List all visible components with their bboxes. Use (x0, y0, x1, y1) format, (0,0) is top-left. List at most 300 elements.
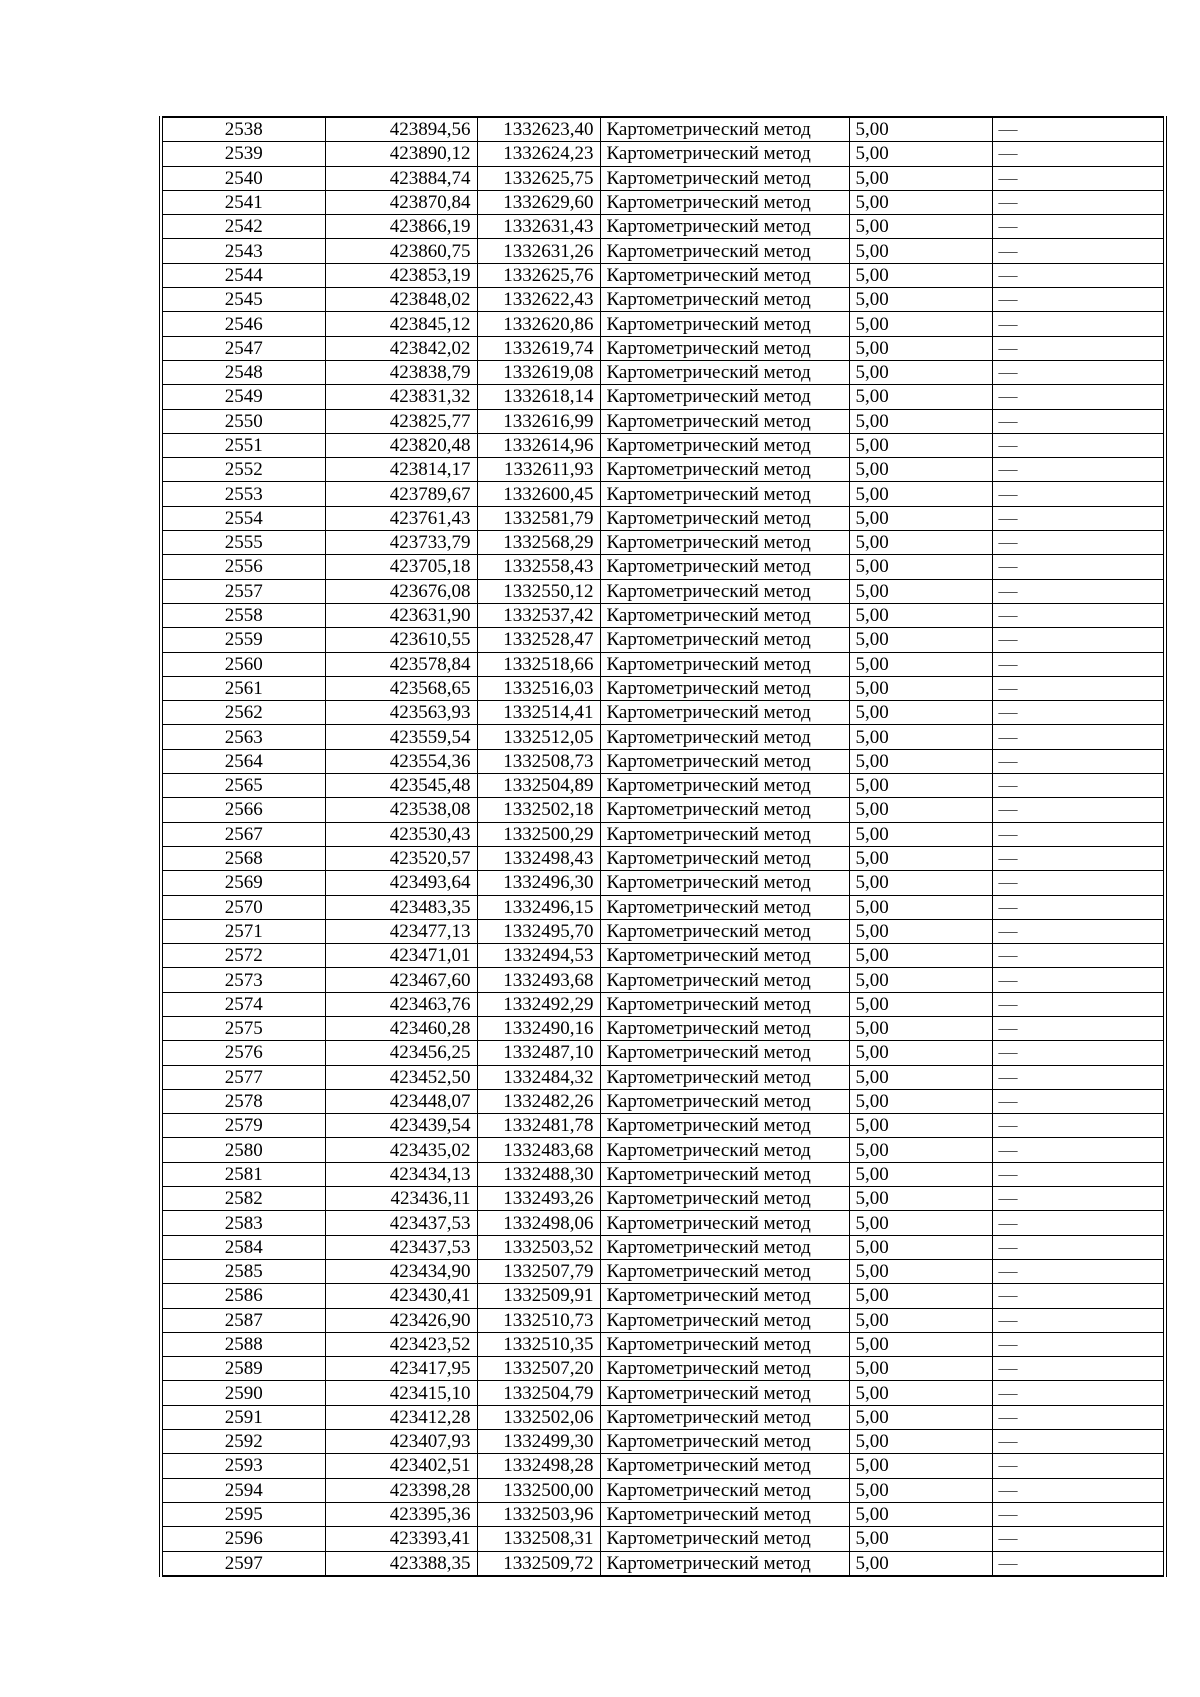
point-number-cell: 2558 (161, 603, 325, 627)
accuracy-cell: 5,00 (849, 1357, 992, 1381)
y-coordinate-cell: 1332504,79 (477, 1381, 600, 1405)
accuracy-cell: 5,00 (849, 312, 992, 336)
table-row (161, 482, 1165, 506)
method-cell: Картометрический метод (600, 579, 849, 603)
x-coordinate-cell: 423853,19 (325, 263, 477, 287)
table-row (161, 1089, 1165, 1113)
table-row (161, 433, 1165, 457)
method-cell: Картометрический метод (600, 871, 849, 895)
x-coordinate-cell: 423439,54 (325, 1114, 477, 1138)
y-coordinate-cell: 1332600,45 (477, 482, 600, 506)
method-cell: Картометрический метод (600, 166, 849, 190)
method-cell: Картометрический метод (600, 1478, 849, 1502)
y-coordinate-cell: 1332487,10 (477, 1041, 600, 1065)
point-number-cell: 2543 (161, 239, 325, 263)
note-dash-cell: — (992, 166, 1165, 190)
note-dash-cell: — (992, 288, 1165, 312)
point-number-cell: 2540 (161, 166, 325, 190)
x-coordinate-cell: 423530,43 (325, 822, 477, 846)
x-coordinate-cell: 423452,50 (325, 1065, 477, 1089)
accuracy-cell: 5,00 (849, 531, 992, 555)
x-coordinate-cell: 423456,25 (325, 1041, 477, 1065)
note-dash-cell: — (992, 603, 1165, 627)
y-coordinate-cell: 1332622,43 (477, 288, 600, 312)
table-row (161, 385, 1165, 409)
accuracy-cell: 5,00 (849, 166, 992, 190)
accuracy-cell: 5,00 (849, 628, 992, 652)
note-dash-cell: — (992, 846, 1165, 870)
accuracy-cell: 5,00 (849, 1381, 992, 1405)
table-row (161, 117, 1165, 142)
point-number-cell: 2590 (161, 1381, 325, 1405)
x-coordinate-cell: 423437,53 (325, 1211, 477, 1235)
note-dash-cell: — (992, 676, 1165, 700)
table-row (161, 336, 1165, 360)
note-dash-cell: — (992, 725, 1165, 749)
x-coordinate-cell: 423848,02 (325, 288, 477, 312)
method-cell: Картометрический метод (600, 895, 849, 919)
method-cell: Картометрический метод (600, 628, 849, 652)
point-number-cell: 2570 (161, 895, 325, 919)
point-number-cell: 2563 (161, 725, 325, 749)
accuracy-cell: 5,00 (849, 871, 992, 895)
table-row (161, 968, 1165, 992)
method-cell: Картометрический метод (600, 360, 849, 384)
accuracy-cell: 5,00 (849, 1041, 992, 1065)
point-number-cell: 2588 (161, 1332, 325, 1356)
x-coordinate-cell: 423426,90 (325, 1308, 477, 1332)
note-dash-cell: — (992, 1332, 1165, 1356)
x-coordinate-cell: 423845,12 (325, 312, 477, 336)
y-coordinate-cell: 1332496,30 (477, 871, 600, 895)
y-coordinate-cell: 1332508,73 (477, 749, 600, 773)
x-coordinate-cell: 423610,55 (325, 628, 477, 652)
y-coordinate-cell: 1332494,53 (477, 944, 600, 968)
point-number-cell: 2538 (161, 117, 325, 142)
method-cell: Картометрический метод (600, 458, 849, 482)
x-coordinate-cell: 423407,93 (325, 1430, 477, 1454)
point-number-cell: 2573 (161, 968, 325, 992)
point-number-cell: 2578 (161, 1089, 325, 1113)
note-dash-cell: — (992, 992, 1165, 1016)
method-cell: Картометрический метод (600, 798, 849, 822)
table-row (161, 1284, 1165, 1308)
y-coordinate-cell: 1332498,06 (477, 1211, 600, 1235)
note-dash-cell: — (992, 1211, 1165, 1235)
point-number-cell: 2595 (161, 1502, 325, 1526)
y-coordinate-cell: 1332509,91 (477, 1284, 600, 1308)
coordinates-table (159, 116, 1167, 1577)
method-cell: Картометрический метод (600, 749, 849, 773)
table-row (161, 846, 1165, 870)
table-row (161, 1551, 1165, 1576)
y-coordinate-cell: 1332509,72 (477, 1551, 600, 1576)
x-coordinate-cell: 423388,35 (325, 1551, 477, 1576)
point-number-cell: 2591 (161, 1405, 325, 1429)
table-row (161, 628, 1165, 652)
y-coordinate-cell: 1332619,74 (477, 336, 600, 360)
x-coordinate-cell: 423493,64 (325, 871, 477, 895)
note-dash-cell: — (992, 1089, 1165, 1113)
x-coordinate-cell: 423434,90 (325, 1259, 477, 1283)
point-number-cell: 2581 (161, 1162, 325, 1186)
accuracy-cell: 5,00 (849, 579, 992, 603)
table-row (161, 1211, 1165, 1235)
x-coordinate-cell: 423402,51 (325, 1454, 477, 1478)
note-dash-cell: — (992, 506, 1165, 530)
note-dash-cell: — (992, 385, 1165, 409)
accuracy-cell: 5,00 (849, 288, 992, 312)
x-coordinate-cell: 423398,28 (325, 1478, 477, 1502)
note-dash-cell: — (992, 1041, 1165, 1065)
y-coordinate-cell: 1332503,96 (477, 1502, 600, 1526)
accuracy-cell: 5,00 (849, 190, 992, 214)
x-coordinate-cell: 423430,41 (325, 1284, 477, 1308)
point-number-cell: 2593 (161, 1454, 325, 1478)
method-cell: Картометрический метод (600, 603, 849, 627)
table-row (161, 506, 1165, 530)
point-number-cell: 2580 (161, 1138, 325, 1162)
accuracy-cell: 5,00 (849, 992, 992, 1016)
method-cell: Картометрический метод (600, 846, 849, 870)
accuracy-cell: 5,00 (849, 142, 992, 166)
method-cell: Картометрический метод (600, 992, 849, 1016)
y-coordinate-cell: 1332558,43 (477, 555, 600, 579)
note-dash-cell: — (992, 701, 1165, 725)
x-coordinate-cell: 423423,52 (325, 1332, 477, 1356)
point-number-cell: 2597 (161, 1551, 325, 1576)
method-cell: Картометрический метод (600, 433, 849, 457)
y-coordinate-cell: 1332611,93 (477, 458, 600, 482)
point-number-cell: 2549 (161, 385, 325, 409)
y-coordinate-cell: 1332631,26 (477, 239, 600, 263)
method-cell: Картометрический метод (600, 1162, 849, 1186)
point-number-cell: 2557 (161, 579, 325, 603)
note-dash-cell: — (992, 117, 1165, 142)
method-cell: Картометрический метод (600, 555, 849, 579)
x-coordinate-cell: 423483,35 (325, 895, 477, 919)
point-number-cell: 2567 (161, 822, 325, 846)
accuracy-cell: 5,00 (849, 1138, 992, 1162)
table-row (161, 1016, 1165, 1040)
accuracy-cell: 5,00 (849, 1089, 992, 1113)
point-number-cell: 2566 (161, 798, 325, 822)
note-dash-cell: — (992, 652, 1165, 676)
accuracy-cell: 5,00 (849, 846, 992, 870)
method-cell: Картометрический метод (600, 1187, 849, 1211)
y-coordinate-cell: 1332484,32 (477, 1065, 600, 1089)
x-coordinate-cell: 423520,57 (325, 846, 477, 870)
table-row (161, 166, 1165, 190)
note-dash-cell: — (992, 1551, 1165, 1576)
y-coordinate-cell: 1332500,29 (477, 822, 600, 846)
x-coordinate-cell: 423559,54 (325, 725, 477, 749)
x-coordinate-cell: 423860,75 (325, 239, 477, 263)
accuracy-cell: 5,00 (849, 1016, 992, 1040)
accuracy-cell: 5,00 (849, 1308, 992, 1332)
note-dash-cell: — (992, 1527, 1165, 1551)
method-cell: Картометрический метод (600, 1089, 849, 1113)
x-coordinate-cell: 423395,36 (325, 1502, 477, 1526)
accuracy-cell: 5,00 (849, 409, 992, 433)
y-coordinate-cell: 1332581,79 (477, 506, 600, 530)
method-cell: Картометрический метод (600, 944, 849, 968)
method-cell: Картометрический метод (600, 774, 849, 798)
table-row (161, 1357, 1165, 1381)
table-row (161, 579, 1165, 603)
y-coordinate-cell: 1332631,43 (477, 215, 600, 239)
accuracy-cell: 5,00 (849, 1551, 992, 1576)
x-coordinate-cell: 423705,18 (325, 555, 477, 579)
note-dash-cell: — (992, 1187, 1165, 1211)
x-coordinate-cell: 423448,07 (325, 1089, 477, 1113)
note-dash-cell: — (992, 1478, 1165, 1502)
y-coordinate-cell: 1332624,23 (477, 142, 600, 166)
table-row (161, 895, 1165, 919)
table-row (161, 1502, 1165, 1526)
note-dash-cell: — (992, 628, 1165, 652)
table-row (161, 288, 1165, 312)
point-number-cell: 2556 (161, 555, 325, 579)
accuracy-cell: 5,00 (849, 968, 992, 992)
table-row (161, 1332, 1165, 1356)
method-cell: Картометрический метод (600, 1381, 849, 1405)
point-number-cell: 2550 (161, 409, 325, 433)
point-number-cell: 2585 (161, 1259, 325, 1283)
x-coordinate-cell: 423460,28 (325, 1016, 477, 1040)
point-number-cell: 2547 (161, 336, 325, 360)
x-coordinate-cell: 423838,79 (325, 360, 477, 384)
x-coordinate-cell: 423435,02 (325, 1138, 477, 1162)
x-coordinate-cell: 423436,11 (325, 1187, 477, 1211)
note-dash-cell: — (992, 1065, 1165, 1089)
point-number-cell: 2572 (161, 944, 325, 968)
y-coordinate-cell: 1332499,30 (477, 1430, 600, 1454)
table-row (161, 1478, 1165, 1502)
x-coordinate-cell: 423415,10 (325, 1381, 477, 1405)
y-coordinate-cell: 1332623,40 (477, 117, 600, 142)
x-coordinate-cell: 423568,65 (325, 676, 477, 700)
method-cell: Картометрический метод (600, 312, 849, 336)
accuracy-cell: 5,00 (849, 1259, 992, 1283)
note-dash-cell: — (992, 1016, 1165, 1040)
x-coordinate-cell: 423538,08 (325, 798, 477, 822)
method-cell: Картометрический метод (600, 385, 849, 409)
x-coordinate-cell: 423761,43 (325, 506, 477, 530)
point-number-cell: 2571 (161, 919, 325, 943)
method-cell: Картометрический метод (600, 676, 849, 700)
accuracy-cell: 5,00 (849, 1235, 992, 1259)
method-cell: Картометрический метод (600, 1308, 849, 1332)
point-number-cell: 2551 (161, 433, 325, 457)
accuracy-cell: 5,00 (849, 433, 992, 457)
x-coordinate-cell: 423467,60 (325, 968, 477, 992)
y-coordinate-cell: 1332629,60 (477, 190, 600, 214)
table-row (161, 239, 1165, 263)
y-coordinate-cell: 1332493,68 (477, 968, 600, 992)
table-row (161, 409, 1165, 433)
y-coordinate-cell: 1332498,43 (477, 846, 600, 870)
method-cell: Картометрический метод (600, 822, 849, 846)
x-coordinate-cell: 423866,19 (325, 215, 477, 239)
method-cell: Картометрический метод (600, 725, 849, 749)
table-row (161, 1138, 1165, 1162)
point-number-cell: 2548 (161, 360, 325, 384)
note-dash-cell: — (992, 1284, 1165, 1308)
point-number-cell: 2554 (161, 506, 325, 530)
accuracy-cell: 5,00 (849, 385, 992, 409)
accuracy-cell: 5,00 (849, 1284, 992, 1308)
note-dash-cell: — (992, 1502, 1165, 1526)
accuracy-cell: 5,00 (849, 458, 992, 482)
point-number-cell: 2544 (161, 263, 325, 287)
x-coordinate-cell: 423890,12 (325, 142, 477, 166)
y-coordinate-cell: 1332510,35 (477, 1332, 600, 1356)
accuracy-cell: 5,00 (849, 263, 992, 287)
accuracy-cell: 5,00 (849, 239, 992, 263)
note-dash-cell: — (992, 433, 1165, 457)
method-cell: Картометрический метод (600, 1284, 849, 1308)
accuracy-cell: 5,00 (849, 1332, 992, 1356)
accuracy-cell: 5,00 (849, 360, 992, 384)
note-dash-cell: — (992, 531, 1165, 555)
table-row (161, 749, 1165, 773)
point-number-cell: 2565 (161, 774, 325, 798)
point-number-cell: 2553 (161, 482, 325, 506)
accuracy-cell: 5,00 (849, 822, 992, 846)
method-cell: Картометрический метод (600, 919, 849, 943)
method-cell: Картометрический метод (600, 1357, 849, 1381)
x-coordinate-cell: 423842,02 (325, 336, 477, 360)
accuracy-cell: 5,00 (849, 1162, 992, 1186)
y-coordinate-cell: 1332507,20 (477, 1357, 600, 1381)
note-dash-cell: — (992, 190, 1165, 214)
y-coordinate-cell: 1332512,05 (477, 725, 600, 749)
point-number-cell: 2576 (161, 1041, 325, 1065)
x-coordinate-cell: 423578,84 (325, 652, 477, 676)
method-cell: Картометрический метод (600, 1138, 849, 1162)
x-coordinate-cell: 423820,48 (325, 433, 477, 457)
method-cell: Картометрический метод (600, 336, 849, 360)
note-dash-cell: — (992, 1381, 1165, 1405)
note-dash-cell: — (992, 798, 1165, 822)
accuracy-cell: 5,00 (849, 215, 992, 239)
note-dash-cell: — (992, 555, 1165, 579)
note-dash-cell: — (992, 458, 1165, 482)
method-cell: Картометрический метод (600, 1430, 849, 1454)
point-number-cell: 2587 (161, 1308, 325, 1332)
y-coordinate-cell: 1332488,30 (477, 1162, 600, 1186)
point-number-cell: 2579 (161, 1114, 325, 1138)
table-row (161, 1308, 1165, 1332)
note-dash-cell: — (992, 1138, 1165, 1162)
x-coordinate-cell: 423393,41 (325, 1527, 477, 1551)
method-cell: Картометрический метод (600, 1211, 849, 1235)
method-cell: Картометрический метод (600, 1332, 849, 1356)
table-row (161, 1114, 1165, 1138)
x-coordinate-cell: 423884,74 (325, 166, 477, 190)
method-cell: Картометрический метод (600, 142, 849, 166)
y-coordinate-cell: 1332482,26 (477, 1089, 600, 1113)
note-dash-cell: — (992, 1162, 1165, 1186)
point-number-cell: 2569 (161, 871, 325, 895)
point-number-cell: 2592 (161, 1430, 325, 1454)
point-number-cell: 2584 (161, 1235, 325, 1259)
point-number-cell: 2582 (161, 1187, 325, 1211)
note-dash-cell: — (992, 749, 1165, 773)
note-dash-cell: — (992, 822, 1165, 846)
note-dash-cell: — (992, 944, 1165, 968)
method-cell: Картометрический метод (600, 506, 849, 530)
accuracy-cell: 5,00 (849, 482, 992, 506)
accuracy-cell: 5,00 (849, 1478, 992, 1502)
point-number-cell: 2574 (161, 992, 325, 1016)
note-dash-cell: — (992, 312, 1165, 336)
x-coordinate-cell: 423477,13 (325, 919, 477, 943)
y-coordinate-cell: 1332616,99 (477, 409, 600, 433)
note-dash-cell: — (992, 1235, 1165, 1259)
table-row (161, 190, 1165, 214)
table-row (161, 701, 1165, 725)
method-cell: Картометрический метод (600, 652, 849, 676)
method-cell: Картометрический метод (600, 288, 849, 312)
method-cell: Картометрический метод (600, 1502, 849, 1526)
accuracy-cell: 5,00 (849, 749, 992, 773)
y-coordinate-cell: 1332495,70 (477, 919, 600, 943)
y-coordinate-cell: 1332493,26 (477, 1187, 600, 1211)
note-dash-cell: — (992, 1430, 1165, 1454)
y-coordinate-cell: 1332502,06 (477, 1405, 600, 1429)
note-dash-cell: — (992, 1114, 1165, 1138)
point-number-cell: 2546 (161, 312, 325, 336)
point-number-cell: 2545 (161, 288, 325, 312)
point-number-cell: 2577 (161, 1065, 325, 1089)
x-coordinate-cell: 423870,84 (325, 190, 477, 214)
y-coordinate-cell: 1332518,66 (477, 652, 600, 676)
x-coordinate-cell: 423825,77 (325, 409, 477, 433)
note-dash-cell: — (992, 774, 1165, 798)
accuracy-cell: 5,00 (849, 555, 992, 579)
method-cell: Картометрический метод (600, 215, 849, 239)
x-coordinate-cell: 423789,67 (325, 482, 477, 506)
accuracy-cell: 5,00 (849, 1454, 992, 1478)
point-number-cell: 2583 (161, 1211, 325, 1235)
point-number-cell: 2539 (161, 142, 325, 166)
method-cell: Картометрический метод (600, 482, 849, 506)
y-coordinate-cell: 1332492,29 (477, 992, 600, 1016)
accuracy-cell: 5,00 (849, 701, 992, 725)
x-coordinate-cell: 423417,95 (325, 1357, 477, 1381)
table-row (161, 360, 1165, 384)
y-coordinate-cell: 1332537,42 (477, 603, 600, 627)
y-coordinate-cell: 1332618,14 (477, 385, 600, 409)
note-dash-cell: — (992, 263, 1165, 287)
point-number-cell: 2594 (161, 1478, 325, 1502)
note-dash-cell: — (992, 142, 1165, 166)
accuracy-cell: 5,00 (849, 1211, 992, 1235)
y-coordinate-cell: 1332516,03 (477, 676, 600, 700)
note-dash-cell: — (992, 579, 1165, 603)
x-coordinate-cell: 423434,13 (325, 1162, 477, 1186)
note-dash-cell: — (992, 1308, 1165, 1332)
table-row (161, 142, 1165, 166)
y-coordinate-cell: 1332504,89 (477, 774, 600, 798)
point-number-cell: 2596 (161, 1527, 325, 1551)
method-cell: Картометрический метод (600, 117, 849, 142)
point-number-cell: 2575 (161, 1016, 325, 1040)
table-row (161, 555, 1165, 579)
coordinates-table-body (161, 117, 1165, 1576)
